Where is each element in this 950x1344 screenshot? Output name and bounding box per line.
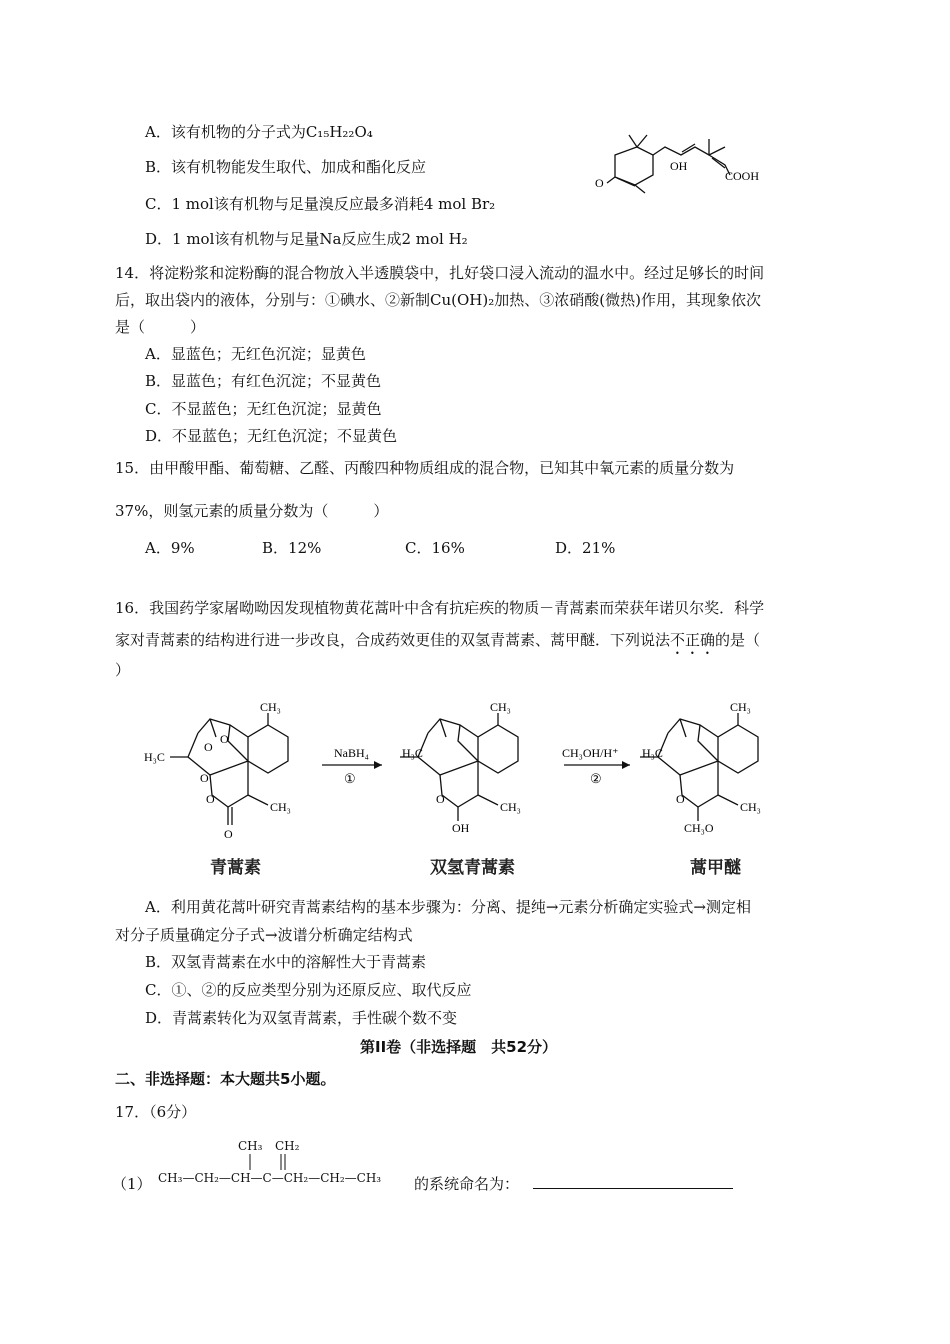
m1-ch3-top: CH₃ — [260, 700, 281, 714]
q17-heading: 17．（6分） — [115, 1103, 197, 1121]
q13-option-a: A．该有机物的分子式为C₁₅H₂₂O₄ — [145, 123, 373, 141]
q16-stem-line3: ） — [115, 661, 131, 679]
q15-option-d: D．21% — [555, 539, 616, 557]
name-dihydroartemisinin: 双氢青蒿素 — [430, 858, 515, 878]
q16-stem-line1: 16．我国药学家屠呦呦因发现植物黄花蒿叶中含有抗疟疾的物质－青蒿素而荣获年诺贝尔奖．科学 — [115, 599, 765, 617]
q16-option-d: D．青蒿素转化为双氢青蒿素，手性碳个数不变 — [145, 1009, 458, 1027]
m2-h3c: H₃C — [402, 746, 423, 760]
q13-cooh-label: COOH — [725, 169, 760, 183]
q17-branch-bonds — [238, 1152, 298, 1172]
q16-option-c: C．①、②的反应类型分别为还原反应、取代反应 — [145, 981, 472, 999]
name-artemisinin: 青蒿素 — [210, 858, 261, 878]
m2-ch3-top: CH₃ — [490, 700, 511, 714]
q16-option-a-line2: 对分子质量确定分子式→波谱分析确定结构式 — [115, 926, 413, 944]
q14-option-a: A．显蓝色；无红色沉淀；显黄色 — [145, 345, 366, 363]
m2-oh: OH — [452, 821, 470, 835]
q13-o-label: O — [595, 176, 604, 190]
q17-formula-ch2: CH₂ — [275, 1139, 300, 1153]
q13-structure-image — [585, 125, 775, 200]
q13-option-d: D．1 mol该有机物与足量Na反应生成2 mol H₂ — [145, 230, 468, 248]
part2-title: 第II卷（非选择题 共52分） — [360, 1038, 558, 1056]
reagent-ch3oh: CH₃OH/H⁺ — [562, 746, 619, 760]
q14-option-d: D．不显蓝色；无红色沉淀；不显黄色 — [145, 427, 398, 445]
m3-h3c: H₃C — [642, 746, 663, 760]
q14-option-b: B．显蓝色；有红色沉淀；不显黄色 — [145, 372, 382, 390]
m2-ch3-right: CH₃ — [500, 800, 521, 814]
q15-stem-line1: 15．由甲酸甲酯、葡萄糖、乙醛、丙酸四种物质组成的混合物，已知其中氧元素的质量分数为 — [115, 459, 735, 477]
q14-stem-line1: 14．将淀粉浆和淀粉酶的混合物放入半透膜袋中，扎好袋口浸入流动的温水中。经过足够长的时间 — [115, 264, 765, 282]
m1-h3c: H₃C — [144, 750, 165, 764]
step-2-label: ② — [590, 771, 602, 786]
m3-ch3o: CH₃O — [684, 821, 714, 835]
q15-option-c: C．16% — [405, 539, 465, 557]
q15-option-a: A．9% — [145, 539, 195, 557]
q15-stem-line2: 37%，则氢元素的质量分数为（ ） — [115, 502, 389, 520]
answer-blank[interactable] — [533, 1188, 733, 1189]
m1-carbonyl-o: O — [224, 827, 233, 841]
reagent-nabh4: NaBH₄ — [334, 746, 369, 760]
q15-option-b: B．12% — [262, 539, 322, 557]
name-artemether: 蒿甲醚 — [690, 858, 741, 878]
q16-option-a-line1: A．利用黄花蒿叶研究青蒿素结构的基本步骤为：分离、提纯→元素分析确定实验式→测定相 — [145, 898, 751, 916]
q17-sub1-text: 的系统命名为： — [414, 1175, 520, 1193]
q13-option-c: C．1 mol该有机物与足量溴反应最多消耗4 mol Br₂ — [145, 195, 496, 213]
q16-option-b: B．双氢青蒿素在水中的溶解性大于青蒿素 — [145, 953, 427, 971]
q16-stem-line2: 家对青蒿素的结构进行进一步改良，合成药效更佳的双氢青蒿素、蒿甲醚．下列说法不正确的是（ — [115, 631, 761, 649]
step-1-label: ① — [344, 771, 356, 786]
section-heading: 二、非选择题：本大题共5小题。 — [115, 1070, 336, 1088]
q13-oh-label: OH — [670, 159, 688, 173]
m2-ring-o: O — [436, 792, 445, 806]
q14-stem-line3: 是（ ） — [115, 318, 206, 336]
q13-option-b: B．该有机物能发生取代、加成和酯化反应 — [145, 158, 427, 176]
m3-ch3-right: CH₃ — [740, 800, 761, 814]
q17-formula-ch3: CH₃ — [238, 1139, 263, 1153]
m3-ring-o: O — [676, 792, 685, 806]
m1-peroxide-o2: O — [220, 732, 229, 746]
m1-peroxide-o1: O — [204, 740, 213, 754]
m3-ch3-top: CH₃ — [730, 700, 751, 714]
m1-ch3-right: CH₃ — [270, 800, 291, 814]
q14-stem-line2: 后，取出袋内的液体，分别与：①碘水、②新制Cu(OH)₂加热、③浓硝酸(微热)作用，其现象依次 — [115, 291, 761, 309]
m1-ether-o: O — [200, 771, 209, 785]
m1-ring-o: O — [206, 792, 215, 806]
q16-emphasis: 不正确 — [670, 631, 716, 649]
q17-formula-main: CH₃—CH₂—CH—C—CH₂—CH₂—CH₃ — [158, 1171, 382, 1185]
q14-option-c: C．不显蓝色；无红色沉淀；显黄色 — [145, 400, 382, 418]
q16-reaction-scheme — [140, 685, 820, 885]
q17-sub1-label: （1） — [112, 1175, 152, 1193]
